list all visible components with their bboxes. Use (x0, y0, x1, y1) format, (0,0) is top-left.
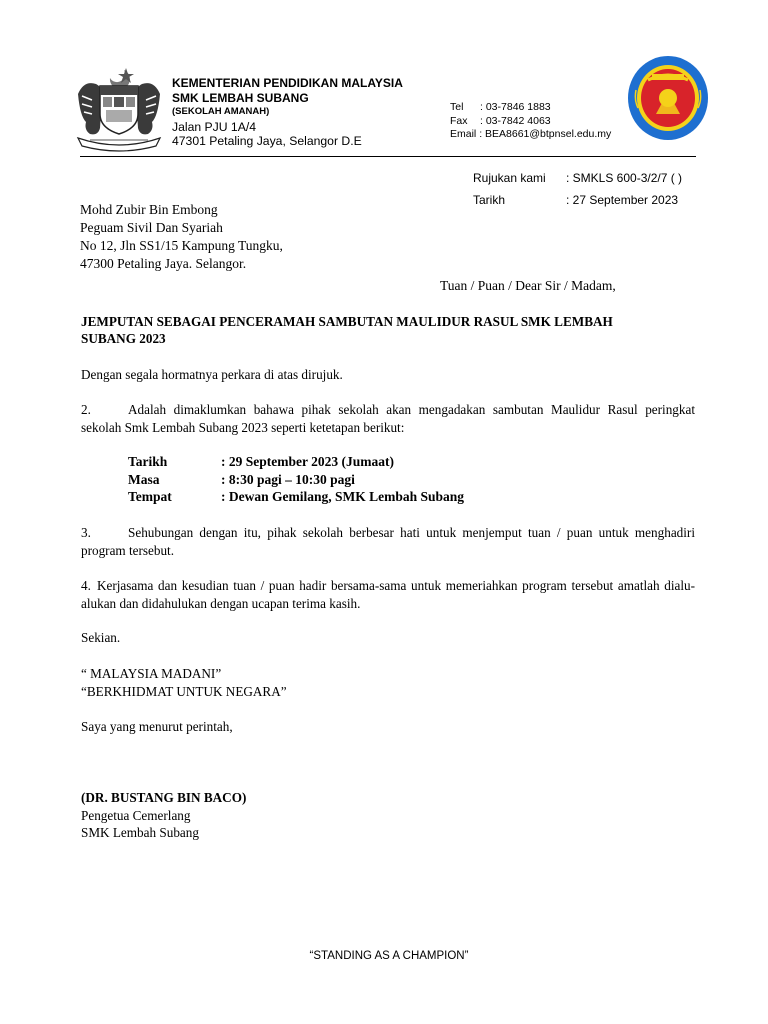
reference-value: : SMKLS 600-3/2/7 ( ) (566, 171, 683, 185)
fax-label: Fax (450, 114, 468, 127)
letter-subject (81, 313, 696, 347)
signatory-name: (DR. BUSTANG BIN BACO) (81, 790, 247, 805)
signatory-title: Pengetua Cemerlang (81, 807, 191, 823)
paragraph-1: Dengan segala hormatnya perkara di atas dirujuk. (81, 367, 343, 382)
reference-block (473, 167, 682, 211)
event-time-label: Masa (128, 471, 160, 487)
letter-date-label: Tarikh (473, 193, 506, 207)
paragraph-4-number: 4. (81, 578, 91, 593)
salutation: Tuan / Puan / Dear Sir / Madam, (440, 278, 616, 293)
addressee-name: Mohd Zubir Bin Embong (80, 202, 218, 217)
event-venue-label: Tempat (128, 489, 172, 504)
event-time-value: : 8:30 pagi – 10:30 pagi (221, 471, 355, 487)
subject-line-2: SUBANG 2023 (81, 331, 166, 346)
paragraph-3-number: 3. (81, 525, 91, 540)
paragraph-3-text: Sehubungan dengan itu, pihak sekolah berbesar hati untuk menjemput tuan / puan untuk menghadiri program tersebut. (81, 525, 695, 558)
addressee-title: Peguam Sivil Dan Syariah (80, 220, 223, 235)
paragraph-2-number: 2. (81, 402, 91, 417)
letterhead (172, 76, 403, 149)
coat-of-arms-logo (70, 64, 168, 152)
signatory-block (81, 789, 246, 842)
ministry-name: KEMENTERIAN PENDIDIKAN MALAYSIA (172, 76, 403, 90)
paragraph-4 (81, 577, 695, 612)
addressee-city: 47300 Petaling Jaya. Selangor. (80, 256, 247, 271)
footer-slogan: “STANDING AS A CHAMPION” (309, 950, 469, 962)
motto-berkhidmat: “BERKHIDMAT UNTUK NEGARA” (81, 684, 287, 699)
reference-label: Rujukan kami (473, 171, 546, 185)
subject-line-1: JEMPUTAN SEBAGAI PENCERAMAH SAMBUTAN MAULIDUR RASUL SMK LEMBAH (81, 314, 613, 329)
header-divider (80, 156, 696, 157)
letter-date-row (473, 189, 682, 211)
closing: Sekian. (81, 630, 121, 645)
email-value: : BEA8661@btpnsel.edu.my (479, 128, 612, 140)
school-name: SMK LEMBAH SUBANG (172, 90, 309, 105)
fax-row (450, 115, 611, 129)
signatory-school: SMK Lembah Subang (81, 825, 199, 840)
event-venue-value: : Dewan Gemilang, SMK Lembah Subang (221, 489, 465, 504)
letter-date-value: : 27 September 2023 (566, 193, 679, 207)
yours-faithfully: Saya yang menurut perintah, (81, 719, 233, 734)
email-label: Email (450, 128, 477, 140)
paragraph-2-text: Adalah dimaklumkan bahawa pihak sekolah akan mengadakan sambutan Maulidur Rasul peringkat sekolah Smk Lembah Subang 2023 seperti ketetapan berikut: (81, 402, 695, 435)
motto-malaysia-madani: “ MALAYSIA MADANI” (81, 666, 222, 681)
addressee-street: No 12, Jln SS1/15 Kampung Tungku, (80, 238, 283, 253)
tel-row (450, 101, 611, 115)
event-details (128, 453, 464, 506)
address-line-2: 47301 Petaling Jaya, Selangor D.E (172, 134, 362, 148)
reference-row (473, 167, 682, 189)
event-date-value: : 29 September 2023 (Jumaat) (221, 454, 394, 469)
event-venue-row (128, 488, 464, 506)
contact-block (450, 101, 611, 142)
address-line-1: Jalan PJU 1A/4 (172, 119, 257, 134)
email-row (450, 128, 611, 142)
event-date-label: Tarikh (128, 454, 168, 469)
fax-value: : 03-7842 4063 (480, 114, 551, 127)
tel-label: Tel (450, 101, 464, 113)
paragraph-2 (81, 401, 695, 436)
paragraph-4-text: Kerjasama dan kesudian tuan / puan hadir bersama-sama untuk memeriahkan program tersebut amatlah dialu-alukan dan didahulukan dengan ucapan terima kasih. (81, 578, 695, 611)
tel-value: : 03-7846 1883 (480, 101, 551, 113)
event-date-row (128, 453, 464, 471)
school-emblem-logo (626, 54, 710, 142)
event-time-row (128, 471, 464, 489)
addressee-block (80, 201, 283, 273)
paragraph-3 (81, 524, 695, 559)
school-status: (SEKOLAH AMANAH) (172, 106, 270, 117)
